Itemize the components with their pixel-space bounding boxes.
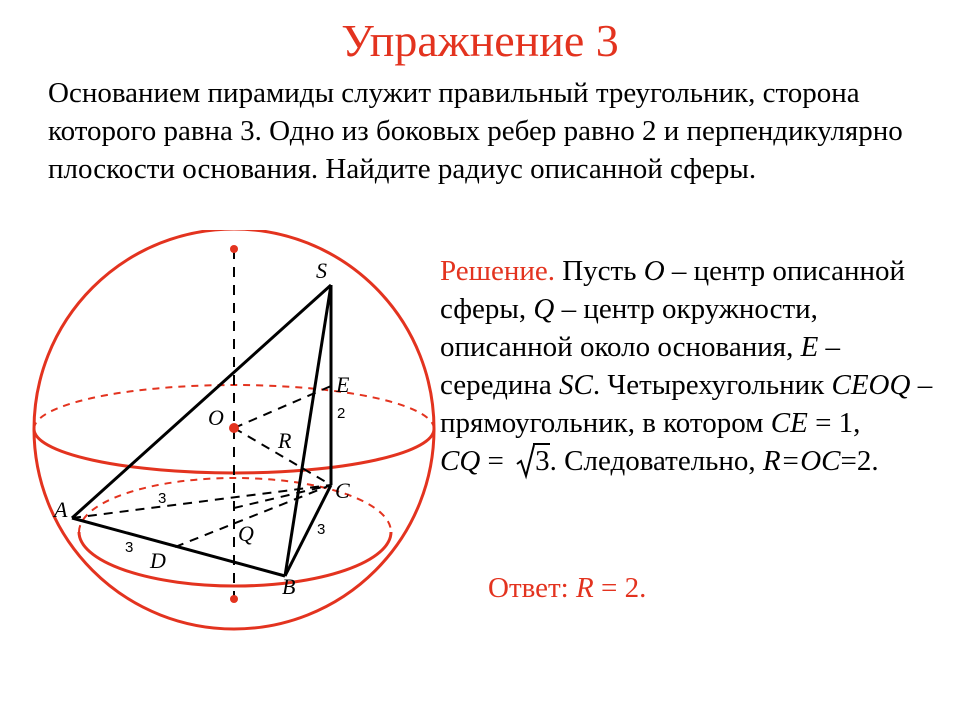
- label-d: D: [150, 548, 166, 573]
- radicand: 3: [535, 445, 550, 477]
- answer-var: R: [576, 572, 594, 604]
- answer-label: Ответ:: [488, 572, 576, 604]
- problem-statement: Основанием пирамиды служит правильный треугольник, сторона которого равна 3. Одно из боковых ребер равно 2 и перпендикулярно плоскости основания. Найдите радиус описанной сферы.: [48, 77, 903, 185]
- solution-text-8: =: [480, 445, 512, 477]
- label-s: S: [316, 258, 327, 283]
- var-q: Q: [533, 293, 555, 325]
- center-o-point: [229, 423, 239, 433]
- solution-text-2: – центр описанной сферы,: [440, 255, 906, 325]
- solution-text-6: – прямоугольник, в котором: [440, 369, 933, 439]
- length-bc: 3: [317, 521, 326, 538]
- solution-text-3: – центр окружности, описанной около основания,: [440, 293, 818, 363]
- equator-back: [34, 385, 434, 429]
- var-cq: CQ: [440, 445, 481, 477]
- length-se: 2: [337, 405, 346, 422]
- var-ce: CE: [770, 407, 808, 439]
- sqrt-expression: [517, 442, 550, 480]
- length-ad: 3: [125, 539, 134, 556]
- answer-value: = 2.: [593, 572, 647, 604]
- solution-text-1: Пусть: [554, 255, 644, 287]
- var-o: O: [643, 255, 665, 287]
- var-sc: SC: [559, 369, 593, 401]
- solution-text: [440, 252, 940, 480]
- edge-ac: [72, 485, 331, 518]
- segment-oe: [234, 386, 331, 428]
- label-b: B: [282, 574, 296, 599]
- solution-text-9: . Следовательно,: [549, 445, 763, 477]
- solution-text-10: =2.: [840, 445, 879, 477]
- answer: [488, 572, 646, 605]
- solution-lead: Решение.: [440, 255, 555, 287]
- pyramid-sphere-figure: [0, 230, 440, 640]
- pole-top-point: [230, 245, 238, 253]
- label-r: R: [278, 428, 292, 453]
- label-o: O: [208, 405, 224, 430]
- radical-sign-icon: [517, 444, 535, 478]
- solution-text-4: – середина: [440, 331, 841, 401]
- label-a: A: [54, 497, 68, 522]
- label-q: Q: [238, 521, 254, 546]
- label-e: E: [336, 372, 350, 397]
- slide-title: Упражнение 3: [341, 15, 619, 66]
- edge-sa: [72, 285, 331, 518]
- solution-text-5: . Четырехугольник: [592, 369, 832, 401]
- solution-text-7: = 1,: [807, 407, 861, 439]
- var-r-oc: R=OC: [762, 445, 841, 477]
- pole-bottom-point: [230, 595, 238, 603]
- label-c: C: [335, 478, 350, 503]
- var-ceoq: CEOQ: [831, 369, 911, 401]
- var-e: E: [800, 331, 819, 363]
- length-ac: 3: [158, 490, 167, 507]
